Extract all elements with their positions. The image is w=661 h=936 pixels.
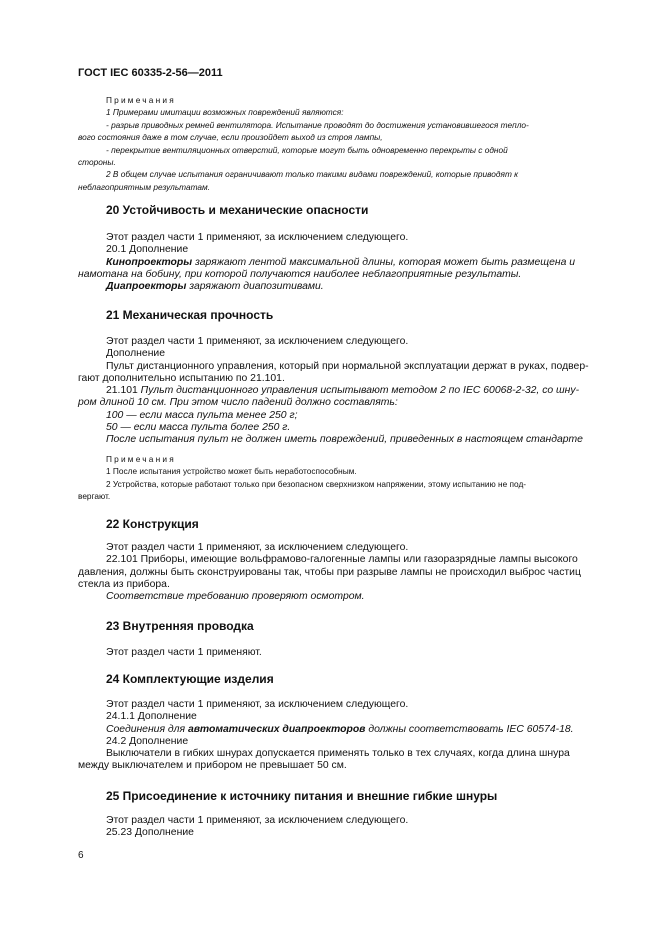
paragraph: 24.1.1 Дополнение <box>106 711 197 723</box>
page-number: 6 <box>78 850 84 861</box>
paragraph <box>78 724 614 736</box>
notes-label: Примечания <box>106 454 176 464</box>
note-line: 2 В общем случае испытания ограничивают только такими видами повреждений, которые приводят к <box>106 169 519 180</box>
paragraph: Дополнение <box>106 348 166 360</box>
paragraph: 25.23 Дополнение <box>106 827 194 839</box>
text-run: Пульт дистанционного управления испытывают методом 2 по IEC 60068-2-32, со шну- <box>140 385 580 397</box>
notes-block-2 <box>78 453 614 503</box>
paragraph: Этот раздел части 1 применяют, за исключением следующего. <box>106 699 409 710</box>
paragraph: ром длиной 10 см. При этом число падений должно составлять: <box>78 397 398 409</box>
section-20-body <box>78 232 614 293</box>
note-line: 1 Примерами имитации возможных повреждений являются: <box>106 107 344 118</box>
section-24-title: 24 Комплектующие изделия <box>106 672 274 686</box>
text-run: заряжают лентой максимальной длины, которая может быть размещена и <box>192 256 576 268</box>
paragraph: 24.2 Дополнение <box>106 735 189 747</box>
paragraph: Этот раздел части 1 применяют, за исключением следующего. <box>106 815 409 826</box>
clause-number: 21.101 <box>106 385 141 397</box>
paragraph: 20.1 Дополнение <box>106 244 189 256</box>
paragraph: между выключателем и прибором не превышает 50 см. <box>78 760 347 772</box>
paragraph: Этот раздел части 1 применяют, за исключением следующего. <box>106 232 409 243</box>
paragraph: намотана на бобину, при которой получаются наиболее неблагоприятные результаты. <box>78 268 522 280</box>
section-23-body <box>78 647 614 659</box>
paragraph: Этот раздел части 1 применяют. <box>106 647 262 658</box>
section-25-body <box>78 815 614 840</box>
paragraph <box>78 385 614 397</box>
paragraph: 22.101 Приборы, имеющие вольфрамово-галогенные лампы или газоразрядные лампы высокого <box>106 554 578 566</box>
notes-label: Примечания <box>106 95 176 105</box>
paragraph: Соответствие требованию проверяют осмотром. <box>106 591 365 603</box>
paragraph <box>78 257 614 269</box>
note-line: - перекрытие вентиляционных отверстий, которые могут быть одновременно перекрыты с одной <box>106 144 508 155</box>
note-line: вого состояния даже в том случае, если произойдет выход из строя лампы, <box>78 132 383 143</box>
paragraph: Выключатели в гибких шнурах допускается применять только в тех случаях, когда длина шнура <box>106 748 570 760</box>
paragraph: давления, должны быть сконструированы так, чтобы при разрыве лампы не происходил выброс частиц <box>78 566 581 578</box>
note-line: неблагоприятным результатам. <box>78 181 211 192</box>
paragraph <box>78 281 614 293</box>
bold-term: Диапроекторы <box>106 281 187 293</box>
paragraph: После испытания пульт не должен иметь повреждений, приведенных в настоящем стандарте <box>106 434 583 446</box>
paragraph: стекла из прибора. <box>78 578 170 590</box>
section-22-body <box>78 542 614 603</box>
document-header: ГОСТ IEC 60335-2-56—2011 <box>78 67 223 79</box>
paragraph: Этот раздел части 1 применяют, за исключением следующего. <box>106 542 409 553</box>
paragraph: Пульт дистанционного управления, который при нормальной эксплуатации держат в руках, подвер- <box>106 360 589 372</box>
section-21-body <box>78 336 614 447</box>
note-line: 2 Устройства, которые работают только при безопасном сверхнизком напряжении, этому испытанию не под- <box>106 478 527 489</box>
note-line: 1 После испытания устройство может быть неработоспособным. <box>106 466 357 477</box>
text-run: заряжают диапозитивами. <box>186 281 324 293</box>
section-22-title: 22 Конструкция <box>106 517 199 531</box>
section-23-title: 23 Внутренняя проводка <box>106 619 254 633</box>
note-line: вергают. <box>78 491 111 502</box>
paragraph: 100 — если масса пульта менее 250 г; <box>106 409 298 421</box>
section-20-title: 20 Устойчивость и механические опасности <box>106 203 369 217</box>
note-line: - разрыв приводных ремней вентилятора. Испытание проводят до достижения установившегося тепло- <box>106 119 529 130</box>
bold-term: Кинопроекторы <box>106 256 193 268</box>
section-21-title: 21 Механическая прочность <box>106 308 274 322</box>
section-24-body <box>78 699 614 773</box>
bold-term: автоматических диапроекторов <box>187 723 366 735</box>
paragraph: 50 — если масса пульта более 250 г. <box>106 422 291 434</box>
notes-block-1 <box>78 94 614 193</box>
paragraph: Этот раздел части 1 применяют, за исключением следующего. <box>106 336 409 347</box>
text-run: должны соответствовать IEC 60574-18. <box>365 723 574 735</box>
paragraph: гают дополнительно испытанию по 21.101. <box>78 372 285 384</box>
note-line: стороны. <box>78 157 116 168</box>
section-25-title: 25 Присоединение к источнику питания и внешние гибкие шнуры <box>106 789 498 803</box>
text-run: Соединения для <box>106 723 188 735</box>
